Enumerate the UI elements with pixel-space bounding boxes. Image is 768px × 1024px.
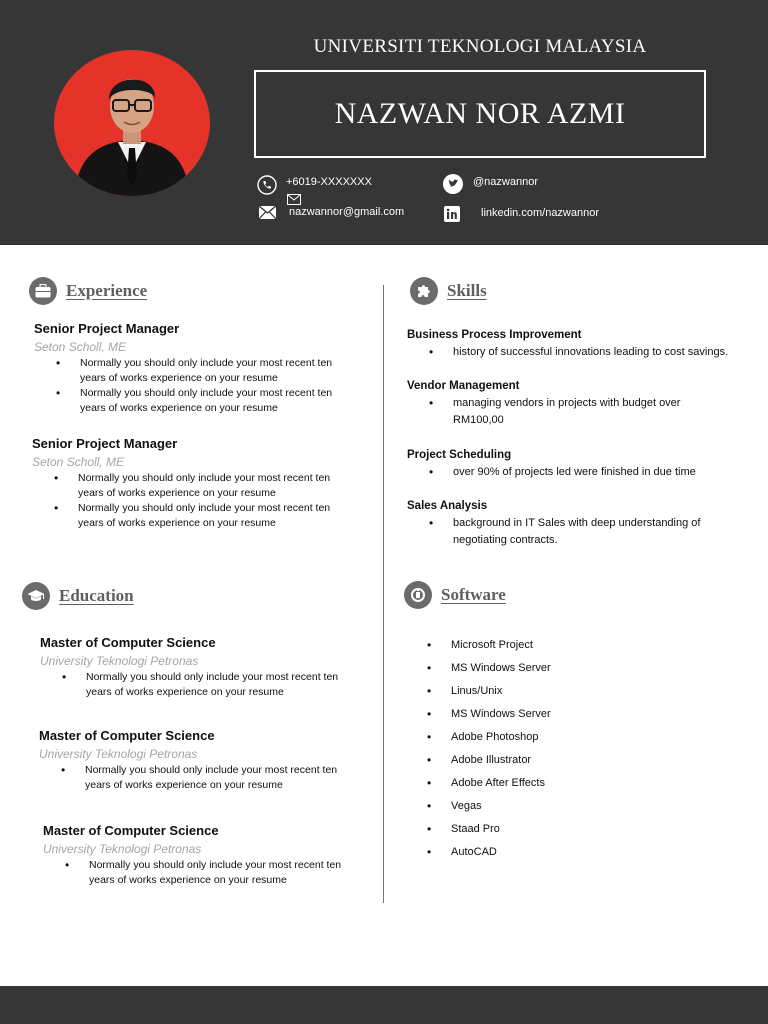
resume-footer [0,986,768,1024]
job-bullet: • Normally you should only include your most recent ten years of works experience on your resume [32,471,332,501]
degree-title: Master of Computer Science [39,728,215,743]
briefcase-icon [29,277,57,305]
education-bullet: • Normally you should only include your most recent ten years of works experience on your resume [40,670,350,700]
graduation-cap-icon [22,582,50,610]
education-header [22,582,134,610]
skill-name: Project Scheduling [407,449,512,461]
twitter-handle[interactable]: @nazwannor [473,176,538,188]
skill-item [407,449,757,481]
software-item: • AutoCAD [407,844,551,867]
job-org: Seton Scholl, ME [34,340,127,354]
profile-photo [54,50,210,196]
twitter-icon [443,174,463,199]
education-title: Education [59,586,134,605]
software-item: • Staad Pro [407,821,551,844]
puzzle-icon [410,277,438,305]
education-item [40,635,370,700]
email-icon [259,206,276,224]
software-item: • Vegas [407,798,551,821]
job-bullet: • Normally you should only include your most recent ten years of works experience on your resume [34,356,334,386]
software-item: • Microsoft Project [407,637,551,660]
job-role: Senior Project Manager [34,321,180,336]
software-item: • Adobe After Effects [407,775,551,798]
experience-header [29,277,147,305]
degree-title: Master of Computer Science [43,823,219,838]
resume-header [0,0,768,245]
school-name: University Teknologi Petronas [43,842,202,856]
experience-title: Experience [66,281,148,300]
job-bullet: • Normally you should only include your most recent ten years of works experience on your resume [32,501,332,531]
skill-detail: • over 90% of projects led were finished in due time [407,464,757,481]
skill-detail: • managing vendors in projects with budget over RM100,00 [407,395,707,429]
software-icon [404,581,432,609]
skill-detail: • history of successful innovations leading to cost savings. [407,344,757,361]
column-divider [383,285,384,903]
software-item: • MS Windows Server [407,660,551,683]
skill-name: Sales Analysis [407,500,488,512]
skill-detail: • background in IT Sales with deep understanding of negotiating contracts. [407,515,737,549]
skills-header [410,277,487,305]
software-item: • Adobe Photoshop [407,729,551,752]
skill-item [407,380,757,429]
linkedin-icon [444,206,460,227]
education-bullet: • Normally you should only include your most recent ten years of works experience on your resume [43,858,353,888]
school-name: University Teknologi Petronas [40,654,199,668]
skill-name: Vendor Management [407,380,520,392]
experience-item [34,321,364,416]
job-org: Seton Scholl, ME [32,455,125,469]
phone-icon [257,175,277,200]
skill-item [407,500,757,549]
job-role: Senior Project Manager [32,436,178,451]
linkedin-url[interactable]: linkedin.com/nazwannor [481,207,600,219]
software-item: • Adobe Illustrator [407,752,551,775]
email-address[interactable]: nazwannor@gmail.com [289,206,405,218]
name-box [254,70,706,158]
experience-item [32,436,362,531]
phone-number[interactable]: +6019-XXXXXXX [286,176,372,188]
skill-item [407,329,757,361]
software-item: • Linus/Unix [407,683,551,706]
education-item [39,728,369,793]
university-name: UNIVERSITI TEKNOLOGI MALAYSIA [313,36,647,57]
skill-name: Business Process Improvement [407,329,582,341]
education-bullet: • Normally you should only include your most recent ten years of works experience on your resume [39,763,349,793]
software-title: Software [441,585,506,604]
education-item [43,823,373,888]
candidate-name: NAZWAN NOR AZMI [334,97,626,130]
software-header [404,581,506,609]
school-name: University Teknologi Petronas [39,747,198,761]
software-item: • MS Windows Server [407,706,551,729]
skills-title: Skills [447,281,487,300]
job-bullet: • Normally you should only include your most recent ten years of works experience on your resume [34,386,334,416]
software-list [407,637,551,867]
degree-title: Master of Computer Science [40,635,216,650]
